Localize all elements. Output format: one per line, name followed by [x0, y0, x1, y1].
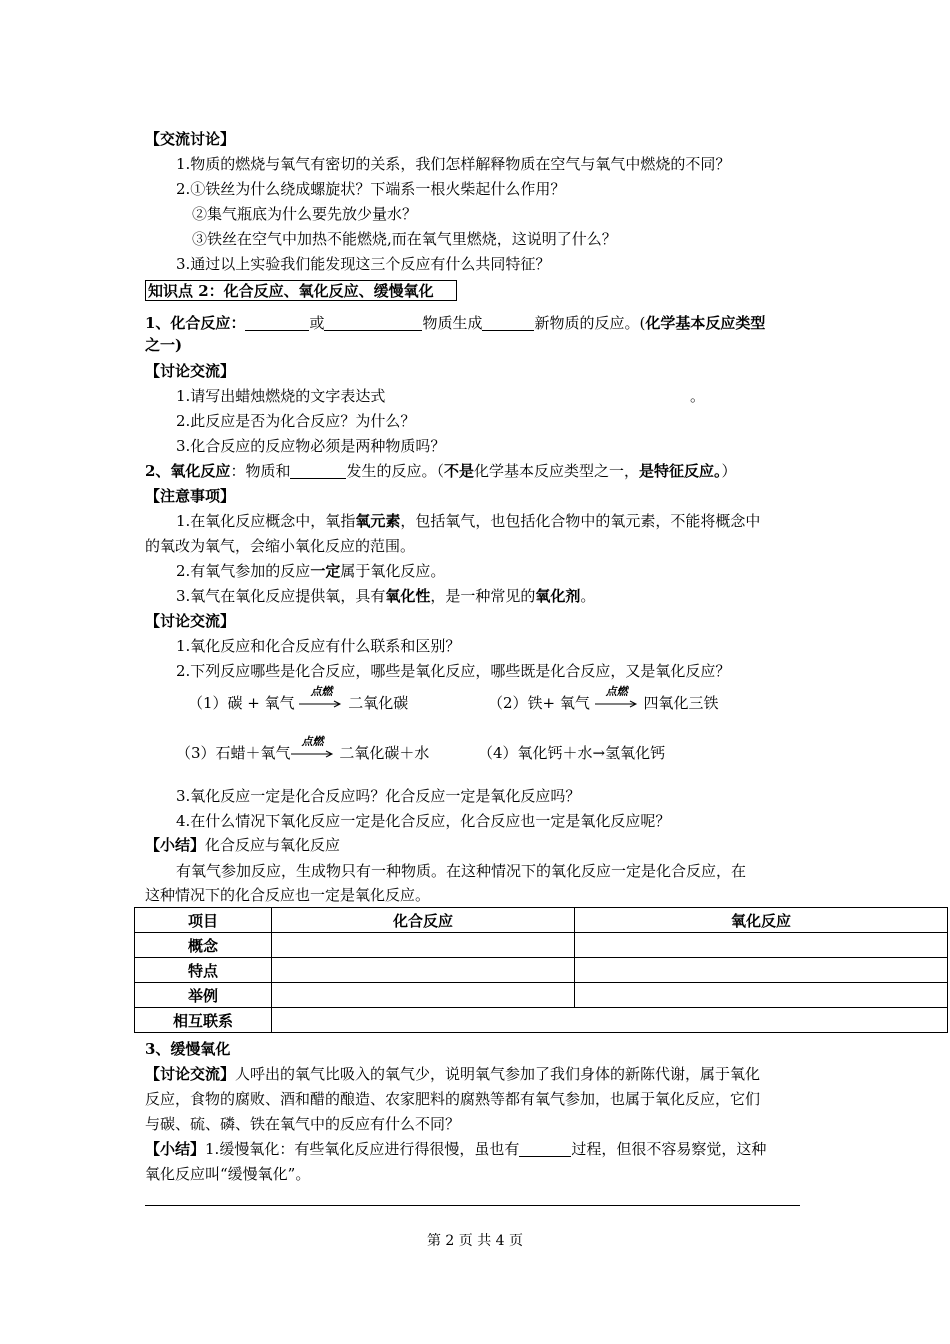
- blank: [245, 314, 309, 331]
- condition-label: 点燃: [605, 685, 628, 698]
- summary-heading: 【小结】: [145, 836, 206, 854]
- slow-summary-heading: 【小结】: [145, 1140, 206, 1158]
- note-emphasis: 氧元素: [355, 512, 401, 530]
- combination-definition: [145, 312, 765, 334]
- combination-tail: 新物质的反应。(: [534, 314, 646, 332]
- reaction-2: [488, 685, 719, 714]
- slow-paragraph: [145, 1063, 760, 1085]
- reaction-3: [176, 735, 430, 764]
- ignite-arrow: [595, 685, 639, 714]
- blank: [290, 462, 346, 479]
- note-text: 。: [580, 587, 596, 605]
- summary-title-text: 化合反应与氧化反应: [205, 836, 341, 854]
- note-emphasis: 氧化剂: [535, 587, 581, 605]
- arrow-icon: [299, 700, 343, 708]
- table-cell: [575, 983, 948, 1008]
- reaction-1: [188, 685, 409, 714]
- discussion-item: 3.通过以上实验我们能发现这三个反应有什么共同特征？: [176, 255, 551, 273]
- note-line: [176, 560, 445, 582]
- note-line: [176, 510, 760, 532]
- discuss-item-end: 。: [690, 387, 706, 405]
- oxidation-label: 2、氧化反应: [145, 462, 231, 480]
- discuss-item: 2.下列反应哪些是化合反应，哪些是氧化反应，哪些既是化合反应，又是氧化反应？: [176, 662, 731, 680]
- discussion-heading: 【交流讨论】: [145, 130, 236, 148]
- condition-label: 点燃: [301, 735, 324, 748]
- table-header: 项目: [135, 908, 272, 933]
- discussion-item: 1.物质的燃烧与氧气有密切的关系，我们怎样解释物质在空气与氧气中燃烧的不同？: [176, 155, 731, 173]
- table-header: 氧化反应: [575, 908, 948, 933]
- footer-divider: [145, 1205, 800, 1206]
- discuss-heading: 【讨论交流】: [145, 612, 236, 630]
- condition-label: 点燃: [310, 685, 333, 698]
- discuss-heading: 【讨论交流】: [145, 362, 236, 380]
- oxidation-pre: ：物质和: [230, 462, 291, 480]
- note-text: 3.氧气在氧化反应提供氧，具有: [176, 587, 386, 605]
- discuss-item: 3.氧化反应一定是化合反应吗？化合反应一定是氧化反应吗？: [176, 787, 581, 805]
- table-header-row: [135, 908, 948, 933]
- discuss-item: 1.氧化反应和化合反应有什么联系和区别？: [176, 637, 461, 655]
- note-text: ，包括氧气，也包括化合物中的氧元素，不能将概念中: [400, 512, 761, 530]
- note-line: [176, 585, 595, 607]
- reaction-product: 四氧化三铁: [643, 694, 719, 712]
- note-text: 2.有氧气参加的反应: [176, 562, 311, 580]
- summary-paragraph: 有氧气参加反应，生成物只有一种物质。在这种情况下的氧化反应一定是化合反应，在: [176, 862, 747, 880]
- discuss-item: 4.在什么情况下氧化反应一定是化合反应，化合反应也一定是氧化反应呢？: [176, 812, 671, 830]
- comparison-table: [134, 907, 948, 1033]
- discussion-item: ③铁丝在空气中加热不能燃烧,而在氧气里燃烧，这说明了什么？: [192, 230, 617, 248]
- arrow-icon: [291, 750, 335, 758]
- ignite-arrow: [291, 735, 335, 764]
- reaction-product: 二氧化碳: [348, 694, 409, 712]
- note-line: 的氧改为氧气，会缩小氧化反应的范围。: [145, 537, 416, 555]
- note-text: 属于氧化反应。: [340, 562, 446, 580]
- table-cell: [272, 983, 575, 1008]
- oxidation-definition: [145, 460, 737, 482]
- oxidation-close: ）: [721, 462, 737, 480]
- reaction-reactants: （3）石蜡＋氧气: [176, 744, 291, 762]
- combination-mid: 物质生成: [422, 314, 483, 332]
- discuss-item: 2.此反应是否为化合反应？为什么？: [176, 412, 416, 430]
- page-number: 第 2 页 共 4 页: [426, 1233, 524, 1249]
- note-emphasis: 氧化性: [385, 587, 431, 605]
- ignite-arrow: [299, 685, 343, 714]
- oxidation-is: 是特征反应。: [639, 462, 722, 480]
- slow-summary-text: 1.缓慢氧化：有些氧化反应进行得很慢，虽也有: [205, 1140, 520, 1158]
- discuss-item: 1.请写出蜡烛燃烧的文字表达式: [176, 387, 386, 405]
- table-cell: [575, 933, 948, 958]
- blank: [324, 314, 422, 331]
- table-row: [135, 933, 948, 958]
- discussion-item: 2.①铁丝为什么绕成螺旋状？下端系一根火柴起什么作用？: [176, 180, 566, 198]
- combination-note-cont: 之一): [145, 336, 183, 354]
- row-label: 举例: [135, 983, 272, 1008]
- slow-paragraph: 反应，食物的腐败、酒和醋的酿造、农家肥料的腐熟等都有氧气参加，也属于氧化反应，它们: [145, 1090, 761, 1108]
- slow-oxidation-label: 3、缓慢氧化: [145, 1040, 231, 1058]
- table-row: [135, 983, 948, 1008]
- blank: [519, 1140, 571, 1157]
- note-emphasis: 一定: [310, 562, 341, 580]
- reaction-4: （4）氧化钙＋水→氢氧化钙: [478, 744, 666, 762]
- summary-title: [145, 834, 340, 856]
- note-text: ，是一种常见的: [430, 587, 536, 605]
- knowledge-point-title: 知识点 2：化合反应、氧化反应、缓慢氧化: [145, 280, 457, 301]
- slow-summary-text: 过程，但很不容易察觉，这种: [571, 1140, 767, 1158]
- slow-summary: [145, 1138, 766, 1160]
- combination-label: 1、化合反应：: [145, 314, 246, 332]
- row-label: 特点: [135, 958, 272, 983]
- note-text: 1.在氧化反应概念中，氧指: [176, 512, 356, 530]
- table-row: [135, 958, 948, 983]
- table-cell: [272, 933, 575, 958]
- discuss-item: 3.化合反应的反应物必须是两种物质吗？: [176, 437, 446, 455]
- oxidation-post: 发生的反应。（: [346, 462, 444, 480]
- reaction-reactants: （2）铁+ 氧气: [488, 694, 590, 712]
- table-cell: [272, 958, 575, 983]
- oxidation-not: 不是: [443, 462, 474, 480]
- arrow-icon: [595, 700, 639, 708]
- reaction-product: 二氧化碳＋水: [339, 744, 430, 762]
- table-cell: [272, 1008, 948, 1033]
- blank: [482, 314, 534, 331]
- slow-summary: 氧化反应叫“缓慢氧化”。: [145, 1165, 311, 1183]
- row-label: 相互联系: [135, 1008, 272, 1033]
- combination-note: 化学基本反应类型: [645, 314, 766, 332]
- table-cell: [575, 958, 948, 983]
- summary-paragraph: 这种情况下的化合反应也一定是氧化反应。: [145, 886, 431, 904]
- notes-heading: 【注意事项】: [145, 487, 236, 505]
- table-row: [135, 1008, 948, 1033]
- table-header: 化合反应: [272, 908, 575, 933]
- row-label: 概念: [135, 933, 272, 958]
- combination-or: 或: [309, 314, 325, 332]
- oxidation-mid: 化学基本反应类型之一，: [474, 462, 640, 480]
- slow-text: 人呼出的氧气比吸入的氧气少，说明氧气参加了我们身体的新陈代谢，属于氧化: [235, 1065, 761, 1083]
- reaction-reactants: （1）碳 + 氧气: [188, 694, 295, 712]
- discussion-item: ②集气瓶底为什么要先放少量水？: [192, 205, 418, 223]
- slow-heading: 【讨论交流】: [145, 1065, 236, 1083]
- slow-paragraph: 与碳、硫、磷、铁在氧气中的反应有什么不同？: [145, 1115, 461, 1133]
